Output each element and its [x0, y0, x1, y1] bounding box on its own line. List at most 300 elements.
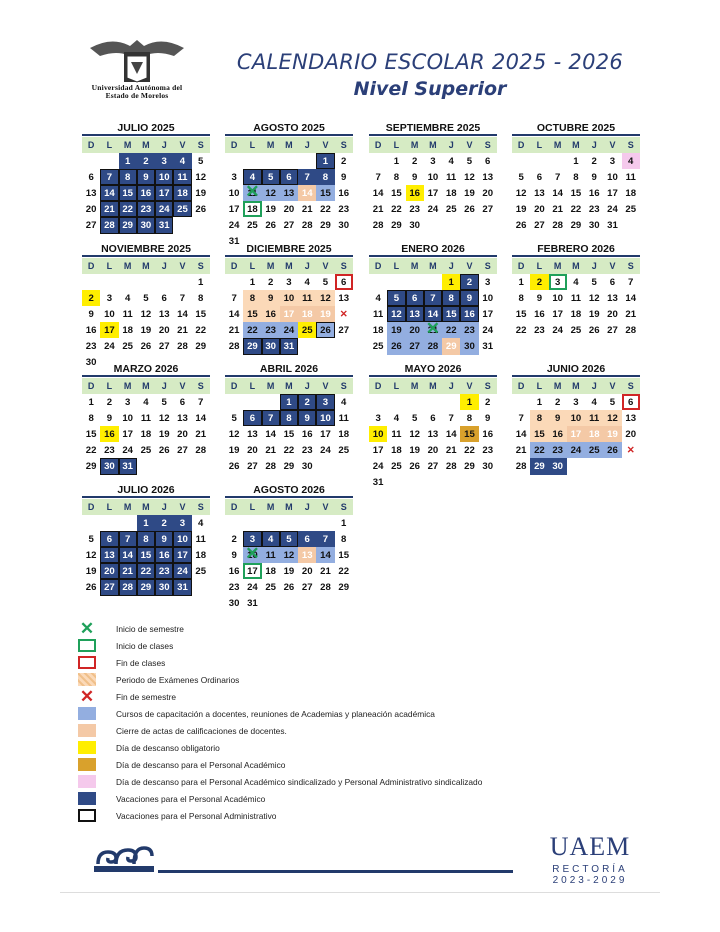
day-cell: 12 [316, 290, 334, 306]
empty-cell [530, 153, 548, 169]
weekday-header: D [225, 137, 243, 153]
day-cell: 14 [316, 547, 334, 563]
month-name: JULIO 2026 [82, 483, 210, 498]
day-cell: 29 [119, 217, 137, 233]
legend-swatch [78, 809, 96, 822]
legend-label: Fin de clases [116, 657, 166, 668]
weekday-header: M [137, 137, 155, 153]
day-cell: 20 [158, 324, 170, 336]
weekday-header: M [424, 378, 442, 394]
empty-cell [316, 515, 334, 531]
day-cell: 15 [530, 426, 548, 442]
empty-cell [82, 515, 100, 531]
day-cell: 31 [228, 236, 240, 248]
month-block [225, 483, 353, 612]
day-cell: 14 [424, 306, 442, 322]
day-cell: 13 [100, 547, 118, 563]
day-cell: 22 [137, 563, 155, 579]
day-cell: 13 [427, 428, 439, 440]
day-cell: 15 [442, 306, 460, 322]
day-cell: 12 [195, 171, 207, 183]
day-cell: 30 [338, 220, 350, 232]
weekday-header: S [335, 378, 353, 394]
weekday-header: S [479, 258, 497, 274]
month-name: ENERO 2026 [369, 242, 497, 257]
day-cell: 28 [372, 220, 384, 232]
empty-cell [100, 274, 118, 290]
day-cell: 28 [228, 341, 240, 353]
day-cell: 3 [124, 396, 131, 408]
day-cell: 12 [262, 185, 280, 201]
day-cell: 18 [625, 187, 637, 199]
day-cell: 20 [85, 203, 97, 215]
empty-cell [243, 394, 261, 410]
day-cell: 24 [155, 201, 173, 217]
month-grid [82, 137, 210, 234]
day-cell: 9 [88, 308, 94, 320]
weekday-header: D [225, 378, 243, 394]
day-cell: 19 [85, 565, 97, 577]
day-cell: 26 [85, 582, 97, 594]
day-cell: 16 [85, 324, 97, 336]
day-cell: 24 [552, 324, 563, 336]
day-cell: 13 [338, 292, 350, 304]
day-cell: 2 [460, 274, 478, 290]
day-cell: 22 [243, 322, 261, 338]
day-cell: 14 [372, 187, 384, 199]
day-cell: 18 [243, 201, 261, 217]
day-cell: 28 [424, 338, 442, 354]
weekday-header: J [155, 378, 173, 394]
legend-label: Inicio de semestre [116, 623, 184, 634]
legend-item [78, 620, 638, 637]
day-cell: 24 [427, 203, 439, 215]
day-cell: 4 [591, 396, 597, 408]
weekday-header: M [137, 378, 155, 394]
legend-item [78, 739, 638, 756]
month-name: AGOSTO 2025 [225, 121, 353, 136]
day-cell: 30 [228, 598, 240, 610]
weekday-header: J [585, 137, 603, 153]
empty-cell [119, 274, 137, 290]
weekday-header: M [262, 378, 280, 394]
month-grid [225, 378, 353, 475]
footer [0, 830, 720, 890]
weekday-header: L [530, 378, 548, 394]
day-cell: 2 [267, 276, 274, 288]
legend-swatch [78, 758, 96, 771]
weekday-header: M [567, 258, 585, 274]
weekday-header: S [335, 258, 353, 274]
day-cell: 27 [247, 461, 258, 473]
day-cell: 30 [460, 338, 478, 354]
day-cell: 14 [445, 428, 457, 440]
day-cell: 17 [320, 428, 331, 440]
day-cell: 13 [607, 292, 618, 304]
month-grid [369, 378, 497, 491]
weekday-header: M [567, 137, 585, 153]
day-cell: 7 [424, 290, 442, 306]
weekday-header: S [192, 137, 210, 153]
day-cell: 10 [427, 171, 439, 183]
weekday-header: J [442, 137, 460, 153]
day-cell: 6 [622, 394, 640, 410]
day-cell: 29 [137, 579, 155, 595]
day-cell: 27 [534, 220, 545, 232]
day-cell: 26 [409, 461, 420, 473]
day-cell: 16 [301, 428, 313, 440]
day-cell: 10 [155, 169, 173, 185]
legend-swatch [78, 656, 96, 669]
day-cell: 6 [280, 169, 298, 185]
day-cell: 3 [549, 274, 567, 290]
day-cell: 6 [536, 171, 543, 183]
day-cell: 9 [485, 412, 491, 424]
day-cell: 6 [243, 410, 261, 426]
weekday-header: S [192, 499, 210, 515]
day-cell: 27 [177, 444, 188, 456]
day-cell: 27 [482, 203, 494, 215]
day-cell: 29 [85, 461, 97, 473]
weekday-header: L [100, 258, 118, 274]
day-cell: 2 [591, 155, 597, 167]
month-grid [225, 137, 353, 250]
month-block [82, 483, 210, 596]
day-cell: 29 [283, 461, 295, 473]
weekday-header: J [442, 258, 460, 274]
day-cell: 23 [482, 444, 494, 456]
weekday-header: M [137, 499, 155, 515]
day-cell: 15 [85, 428, 97, 440]
day-cell: 26 [158, 444, 170, 456]
month-block [369, 242, 497, 355]
day-cell: 1 [137, 515, 155, 531]
weekday-header: V [316, 499, 334, 515]
day-cell: 30 [85, 357, 97, 369]
month-name: SEPTIEMBRE 2025 [369, 121, 497, 136]
day-cell: 15 [391, 187, 402, 199]
day-cell: 9 [106, 412, 113, 424]
day-cell: 28 [100, 217, 118, 233]
day-cell: 16 [262, 306, 280, 322]
day-cell: 25 [585, 442, 603, 458]
day-cell: 30 [549, 458, 567, 474]
day-cell: 3 [106, 292, 113, 304]
day-cell: 17 [372, 444, 384, 456]
day-cell: 6 [609, 276, 616, 288]
day-cell: 29 [570, 220, 582, 232]
month-name: MAYO 2026 [369, 362, 497, 377]
weekday-header: M [280, 258, 298, 274]
day-cell: 10 [280, 290, 298, 306]
day-cell: 1 [88, 396, 94, 408]
day-cell: 22 [85, 444, 97, 456]
day-cell: 30 [262, 338, 280, 354]
legend-label: Fin de semestre [116, 691, 177, 702]
day-cell: ✕ [339, 308, 348, 320]
day-cell: 5 [262, 169, 280, 185]
day-cell: 5 [466, 155, 473, 167]
legend-item [78, 637, 638, 654]
month-name: MARZO 2026 [82, 362, 210, 377]
weekday-header: M [119, 378, 137, 394]
day-cell: 27 [338, 324, 350, 336]
day-cell: 8 [341, 533, 347, 545]
day-cell: 22 [283, 444, 295, 456]
weekday-header: M [280, 499, 298, 515]
day-cell: 30 [301, 461, 313, 473]
day-cell: 26 [387, 338, 405, 354]
day-cell: 8 [442, 290, 460, 306]
weekday-header: J [155, 137, 173, 153]
weekday-header: M [549, 258, 567, 274]
weekday-header: J [298, 499, 316, 515]
weekday-header: M [424, 258, 442, 274]
day-cell: 13 [406, 306, 424, 322]
weekday-header: L [100, 378, 118, 394]
day-cell: 23 [588, 203, 600, 215]
day-cell: 6 [179, 396, 186, 408]
weekday-header: L [100, 137, 118, 153]
day-cell: 23 [338, 203, 350, 215]
day-cell: 27 [607, 324, 618, 336]
weekday-header: V [173, 378, 191, 394]
day-cell: 5 [322, 276, 329, 288]
day-cell: 1 [341, 517, 347, 529]
day-cell: 3 [609, 155, 616, 167]
weekday-header: M [549, 137, 567, 153]
empty-cell [82, 153, 100, 169]
day-cell: 18 [391, 444, 402, 456]
day-cell: 8 [243, 290, 261, 306]
day-cell: 3 [316, 394, 334, 410]
day-cell: 20 [247, 444, 258, 456]
weekday-header: V [460, 258, 478, 274]
day-cell: 23 [262, 322, 280, 338]
day-cell: 25 [265, 582, 276, 594]
day-cell: 20 [427, 444, 439, 456]
day-cell: 22 [464, 444, 475, 456]
day-cell: 10 ✕ [243, 547, 261, 563]
day-cell: 25 [625, 203, 637, 215]
day-cell: 11 [338, 412, 349, 424]
empty-cell [387, 394, 405, 410]
month-grid [82, 499, 210, 596]
day-cell: 5 [591, 276, 597, 288]
day-cell: 3 [375, 412, 381, 424]
day-cell: 3 [173, 515, 191, 531]
day-cell: 22 [442, 322, 460, 338]
day-cell: 17 [100, 322, 118, 338]
month-name: NOVIEMBRE 2025 [82, 242, 210, 257]
weekday-header: S [479, 378, 497, 394]
day-cell: 21 [515, 444, 527, 456]
day-cell: 7 [179, 292, 186, 304]
day-cell: 30 [137, 217, 155, 233]
day-cell: 9 [341, 171, 347, 183]
empty-cell [424, 274, 442, 290]
day-cell: 5 [609, 396, 616, 408]
day-cell: 29 [464, 461, 475, 473]
legend-item [78, 807, 638, 824]
day-cell: 5 [161, 396, 167, 408]
day-cell: 20 [301, 565, 313, 577]
day-cell: 9 [411, 171, 418, 183]
month-block [225, 242, 353, 355]
weekday-header: J [298, 137, 316, 153]
day-cell: 20 [283, 203, 295, 215]
day-cell: 5 [518, 171, 524, 183]
day-cell: 2 [298, 394, 316, 410]
day-cell: 25 [195, 565, 207, 577]
day-cell: 29 [391, 220, 402, 232]
weekday-header: D [82, 499, 100, 515]
day-cell: 3 [243, 531, 261, 547]
day-cell: 13 [298, 547, 316, 563]
day-cell: 17 [482, 308, 494, 320]
day-cell: 22 [320, 203, 331, 215]
day-cell: 14 [298, 185, 316, 201]
day-cell: 7 [316, 531, 334, 547]
day-cell: 18 [265, 565, 276, 577]
empty-cell [225, 153, 243, 169]
day-cell: 15 [460, 426, 478, 442]
day-cell: 19 [283, 565, 295, 577]
weekday-header: J [155, 499, 173, 515]
weekday-header: M [406, 137, 424, 153]
day-cell: 13 [158, 308, 170, 320]
day-cell: 13 [177, 412, 188, 424]
day-cell: 25 [122, 341, 133, 353]
weekday-header: V [603, 378, 621, 394]
day-cell: 2 [554, 396, 561, 408]
day-cell: 4 [198, 517, 204, 529]
day-cell: 13 [534, 187, 545, 199]
weekday-header: V [316, 378, 334, 394]
day-cell: 26 [515, 220, 527, 232]
day-cell: 6 [430, 412, 436, 424]
weekday-header: L [387, 258, 405, 274]
weekday-header: D [82, 137, 100, 153]
day-cell: 17 [607, 187, 618, 199]
day-cell: 1 [393, 155, 400, 167]
month-block [512, 362, 640, 475]
day-cell: 11 [391, 428, 402, 440]
weekday-header: S [335, 499, 353, 515]
day-cell: 8 [466, 412, 473, 424]
day-cell: 31 [247, 598, 258, 610]
day-cell: 9 [591, 171, 597, 183]
month-block [82, 121, 210, 234]
day-cell: 20 [406, 322, 424, 338]
day-cell: 6 [88, 171, 94, 183]
day-cell: 11 [140, 412, 151, 424]
footer-brand: UAEM [549, 832, 631, 861]
empty-cell [262, 153, 280, 169]
day-cell: 4 [243, 169, 261, 185]
day-cell: 1 [119, 153, 137, 169]
day-cell: 16 [338, 187, 350, 199]
day-cell: 14 [195, 412, 207, 424]
empty-cell [298, 515, 316, 531]
day-cell: 17 [280, 306, 298, 322]
day-cell: 8 [518, 292, 524, 304]
weekday-header: D [512, 137, 530, 153]
day-cell: 12 [158, 412, 170, 424]
day-cell: 16 [534, 308, 545, 320]
day-cell: 24 [280, 322, 298, 338]
day-cell: 13 [625, 412, 637, 424]
bottom-divider [60, 892, 660, 893]
day-cell: 3 [485, 276, 491, 288]
month-grid [512, 258, 640, 338]
legend-label: Inicio de clases [116, 640, 174, 651]
empty-cell [406, 394, 424, 410]
day-cell: 3 [155, 153, 173, 169]
weekday-header: M [549, 378, 567, 394]
day-cell: 13 [280, 185, 298, 201]
day-cell: 29 [530, 458, 548, 474]
month-name: JULIO 2025 [82, 121, 210, 136]
day-cell: 6 [298, 531, 316, 547]
day-cell: 24 [567, 442, 585, 458]
empty-cell [280, 515, 298, 531]
day-cell: 1 [573, 155, 579, 167]
day-cell: 30 [155, 579, 173, 595]
day-cell: 24 [372, 461, 384, 473]
weekday-header: J [585, 258, 603, 274]
month-grid [369, 258, 497, 355]
weekday-header: D [369, 258, 387, 274]
legend-label: Vacaciones para el Personal Académico [116, 793, 266, 804]
university-name: Universidad Autónoma del Estado de Morelos [91, 83, 183, 100]
day-cell: 18 [122, 324, 133, 336]
day-cell: 17 [122, 428, 133, 440]
day-cell: 4 [393, 412, 400, 424]
empty-cell [512, 153, 530, 169]
day-cell: 28 [515, 461, 527, 473]
day-cell: 17 [155, 185, 173, 201]
day-cell: 14 [100, 185, 118, 201]
month-name: ABRIL 2026 [225, 362, 353, 377]
day-cell: 10 [607, 171, 618, 183]
empty-cell [406, 274, 424, 290]
day-cell: 12 [515, 187, 527, 199]
day-cell: 23 [85, 341, 97, 353]
day-cell: 22 [391, 203, 402, 215]
day-cell: ✕ [626, 444, 635, 456]
weekday-header: V [173, 137, 191, 153]
legend-item [78, 671, 638, 688]
day-cell: 10 [173, 531, 191, 547]
month-grid [225, 258, 353, 355]
day-cell: 17 [243, 563, 261, 579]
day-cell: 21 [119, 563, 137, 579]
day-cell: 30 [409, 220, 420, 232]
day-cell: 8 [573, 171, 579, 183]
day-cell: 10 [122, 412, 133, 424]
day-cell: 22 [515, 324, 527, 336]
day-cell: 17 [567, 426, 585, 442]
day-cell: 27 [427, 461, 439, 473]
day-cell: 11 ✕ [243, 185, 261, 201]
day-cell: 23 [301, 444, 313, 456]
day-cell: 19 [409, 444, 420, 456]
day-cell: 9 [460, 290, 478, 306]
day-cell: 5 [88, 533, 94, 545]
day-cell: 12 [409, 428, 420, 440]
footer-line [158, 870, 513, 873]
